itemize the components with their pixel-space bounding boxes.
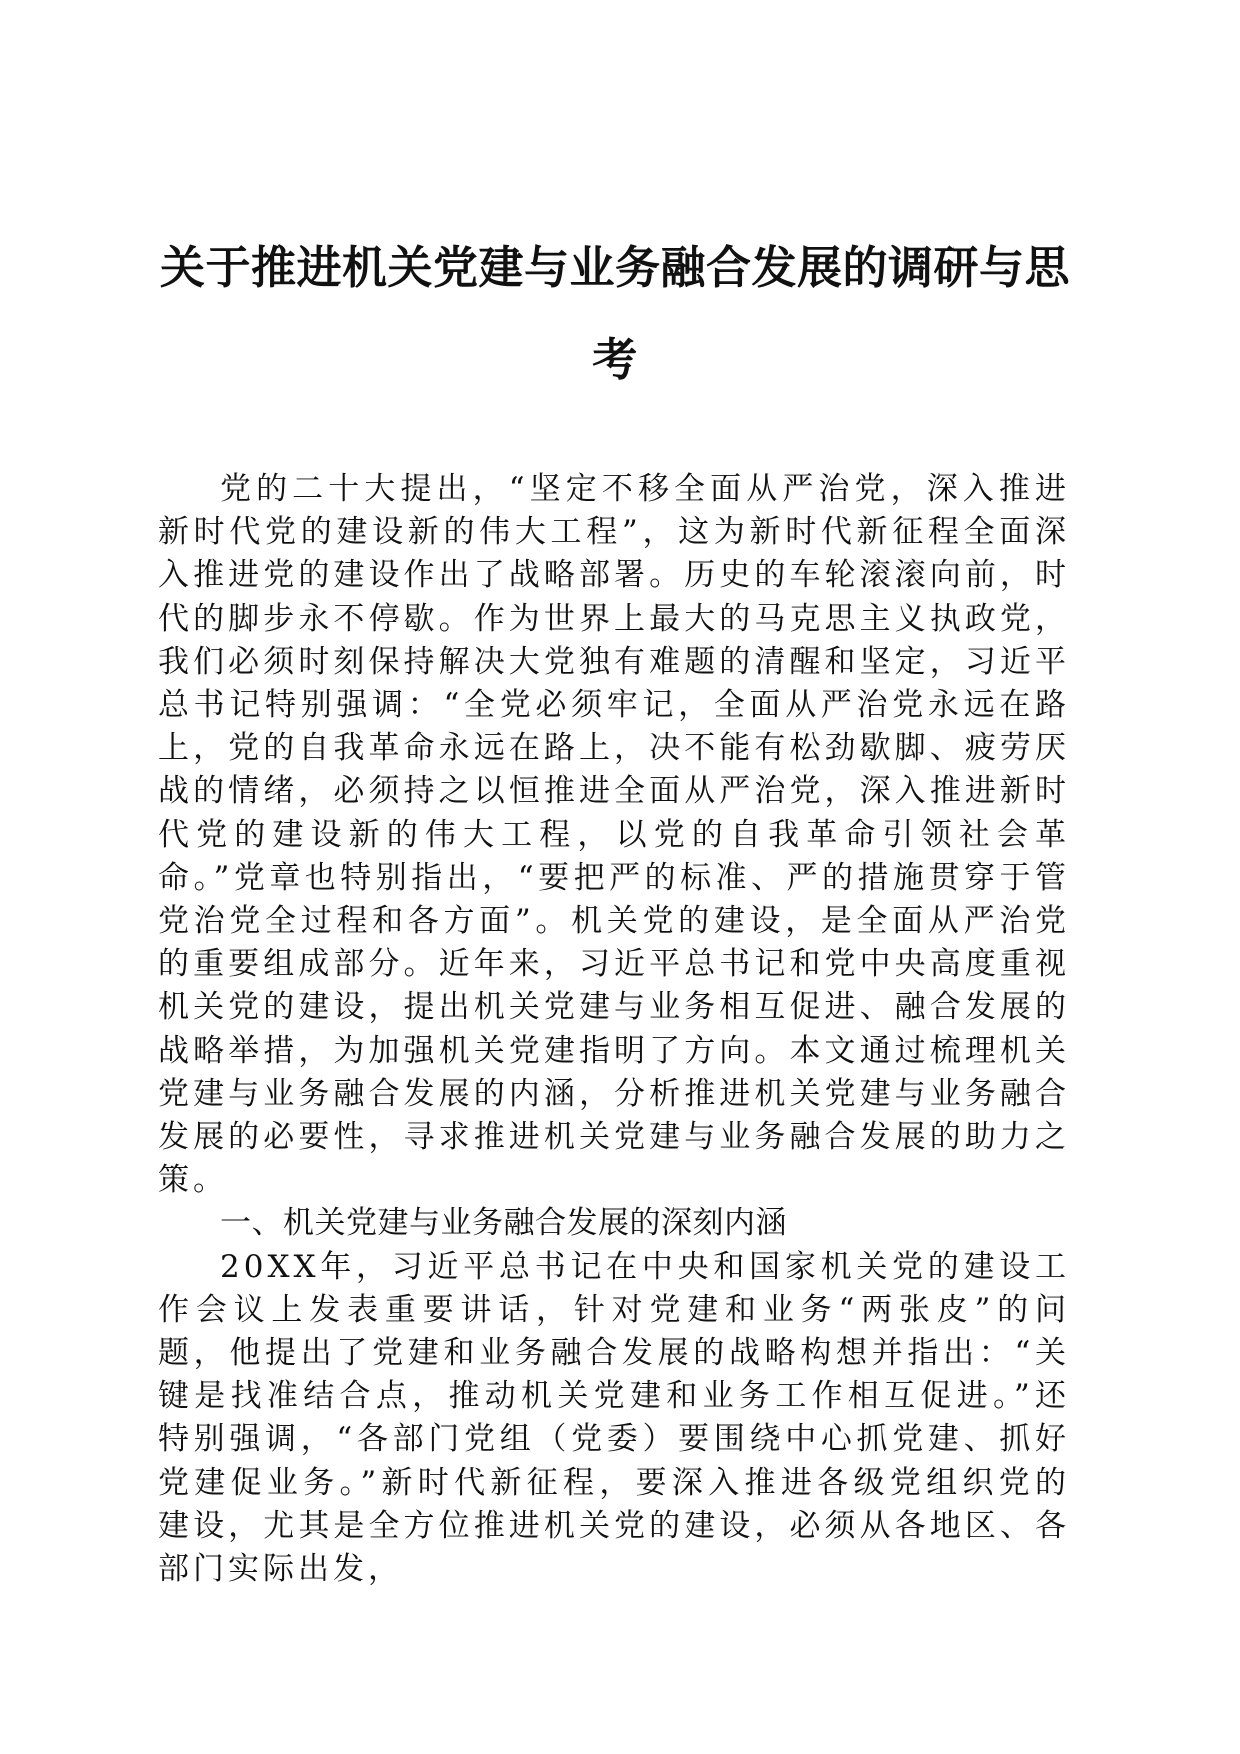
document-title: 关于推进机关党建与业务融合发展的调研与思考 [159,241,1070,386]
section-paragraph: 20XX年，习近平总书记在中央和国家机关党的建设工作会议上发表重要讲话，针对党建和业务“两张皮”的问题，他提出了党建和业务融合发展的战略构想并指出：“关键是找准结合点，推动机关党建和业务工作相互促进。”还特别强调，“各部门党组（党委）要围绕中心抓党建、抓好党建促业务。”新时代新征程，要深入推进各级党组织党的建设，尤其是全方位推进机关党的建设，必须从各地区、各部门实际出发， [158,1248,1070,1588]
document-body [158,468,1070,1591]
intro-paragraph: 党的二十大提出，“坚定不移全面从严治党，深入推进新时代党的建设新的伟大工程”，这为新时代新征程全面深入推进党的建设作出了战略部署。历史的车轮滚滚向前，时代的脚步永不停歇。作为世界上最大的马克思主义执政党，我们必须时刻保持解决大党独有难题的清醒和坚定，习近平总书记特别强调：“全党必须牢记，全面从严治党永远在路上，党的自我革命永远在路上，决不能有松劲歇脚、疲劳厌战的情绪，必须持之以恒推进全面从严治党，深入推进新时代党的建设新的伟大工程，以党的自我革命引领社会革命。”党章也特别指出，“要把严的标准、严的措施贯穿于管党治党全过程和各方面”。机关党的建设，是全面从严治党的重要组成部分。近年来，习近平总书记和党中央高度重视机关党的建设，提出机关党建与业务相互促进、融合发展的战略举措，为加强机关党建指明了方向。本文通过梳理机关党建与业务融合发展的内涵，分析推进机关党建与业务融合发展的必要性，寻求推进机关党建与业务融合发展的助力之策。 [158,471,1070,1199]
section-heading: 一、机关党建与业务融合发展的深刻内涵 [220,1205,787,1242]
